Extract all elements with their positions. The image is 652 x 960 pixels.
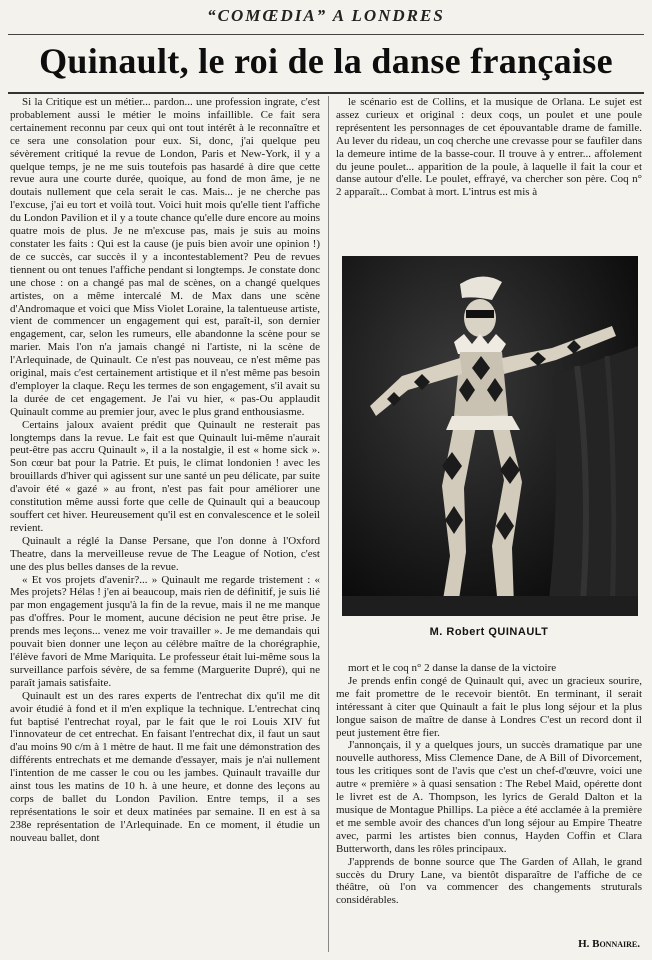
- paragraph: Quinault a réglé la Danse Persane, que l'on donne à l'Oxford Theatre, dans la merveilleuse revue de The League of Notion, c'est une des plus belles danses de la revue.: [10, 534, 320, 573]
- left-column: [10, 96, 320, 956]
- paragraph: J'apprends de bonne source que The Garden of Allah, le grand succès du Drury Lane, va bientôt disparaître de l'affiche de ce théâtre, où l'on va commencer des changements struturals considérables.: [336, 855, 642, 907]
- right-column-top: [336, 96, 642, 246]
- headline: Quinault, le roi de la danse française: [39, 41, 613, 81]
- harlequin-dancer-image: [342, 256, 638, 616]
- dancer-photo: [342, 256, 638, 616]
- paragraph: Si la Critique est un métier... pardon... une profession ingrate, c'est probablement aussi le métier le moins infaillible. Ce fait sera certainement reconnu par ceux qui ont tout intérêt à le reconnaître et ce sera une consolation pour eux. Si, donc, j'ai quelque peu sévèrement critiqué la revue de London, Paris et New-York, il y a quelque temps, je ne me suis toutefois pas hasardé à dire que cette revue aura une courte durée, quoique, au fond de mon âme, je ne doutais nullement que cela serait le cas. Mais... je ne cherche pas l'excuse, j'ai eu tort et voilà tout. Voici huit mois qu'elle tient l'affiche du London Pavilion et il y a toute chance qu'elle dure encore au moins quatre mois de plus. Je ne m'excuse pas, mais je suis au moins constater les faits : Qui est la cause (je puis bien avoir une opinion !) de ce succès, car succès il y a incontestablement? Peu de revues tiennent ou ont tenues l'affiche pendant si longtemps. Je constate donc une chose : on a changé pas mal de scènes, on a changé quelques artistes, on a même intercalé M. de Max dans une scène d'Andromaque et voici que Miss Violet Loraine, la talentueuse artiste, vient de commencer un engagement qui est, paraît-il, son dernier engagement, car, selon les rumeurs, elle abandonne la scène pour se marier. Mais l'on n'a jamais changé ni l'artiste, ni la scène de l'Arlequinade, de Quinault. Ce n'est pas nouveau, ce n'est même pas original, mais c'est certainement artistique et il n'est même pas besoin d'employer la claque. Reçu les termes de son engagement, s'il avait su la durée de cet engagement. Je l'ai vu hier, « pas-Ou applaudit Quinault comme au premier jour, avec le plus grand enthousiasme.: [10, 96, 320, 418]
- author-signature: H. Bonnaire.: [578, 938, 640, 950]
- paragraph: mort et le coq n° 2 danse la danse de la victoire: [348, 662, 557, 674]
- right-column-bottom: [336, 662, 642, 934]
- column-divider: [328, 96, 329, 952]
- paragraph: Je prends enfin congé de Quinault qui, avec un gracieux sourire, me fait promettre de le recevoir bientôt. En terminant, il serait intéressant à citer que Quinault a fait le plus long séjour et la plus longue saison de maître de danse à Londres C'est un record dont il peut justement être fier.: [336, 674, 642, 739]
- paragraph: Certains jaloux avaient prédit que Quinault ne resterait pas longtemps dans la revue. Le fait est que Quinault lui-même n'aurait peut-être pas accru Quinault », il a la nostalgie, il est « home sick ». Son cœur bat pour la Patrie. Et puis, le climat londonien ! avec les brouillards d'hiver qui agissent sur une santé un peu délicate, par suite d'avoir été « gazé » au front, n'est pas fait pour améliorer une constitution même aussi forte que celle de Quinault qui a beaucoup souffert cet hiver. Heureusement qu'il est en convalescence et le soleil revient.: [10, 418, 320, 534]
- top-rule: [8, 34, 644, 35]
- photo-caption: M. Robert QUINAULT: [429, 626, 549, 638]
- paragraph: le scénario est de Collins, et la musique de Orlana. Le sujet est assez curieux et original : deux coqs, un poulet et une poule représentent les personnages de cet épouvantable drame de famille. Au lever du rideau, un coq cherche une crevasse pour se faufiler dans la demeure intime de la basse-cour. Il trouve à y entrer... affolement du jeune poulet... apparition de la poule, à laquelle il fait la cour et danse autour d'elle. Le poulet, effrayé, va chercher son père. Coq n° 2 apparaît... Combat à mort. L'intrus est mis à: [336, 96, 642, 199]
- paragraph: J'annonçais, il y a quelques jours, un succès dramatique par une nouvelle authoress, Miss Clemence Dane, de A Bill of Divorcement, tous les critiques sont de l'avis que c'est un chef-d'œuvre, voici une autre « première » à quasi sensation : The Rebel Maid, opérette dont le livret est de A. Thompson, les lyrics de Gerald Dalton et la musique de Montague Phillips. La pièce a été acclamée à la première et me semble avoir des chances d'un long séjour au Empire Theatre avec, parmi les artistes bien connus, Hayden Coffin et Clara Butterworth, dans les rôles principaux.: [336, 739, 642, 855]
- paragraph: Quinault est un des rares experts de l'entrechat dix qu'il me dit avoir étudié à fond et il m'en explique la technique. L'entrechat cinq fut baptisé l'entrechat royal, par le fait que le roi Louis XIV fut l'innovateur de cet entrechat. En faisant l'entrechat dix, il faut un saut d'au moins 90 c/m à 1 mètre de haut. Il me fait une démonstration des différents entrechats et me demande d'essayer, mais je n'ai nullement l'intention de me casser le cou ou les jambes. Quinault travaille dur ainst tous les matins de 10 h. à une heure, et donne des leçons au corps de ballet du London Pavilion. Entre temps, il a ses représentations le soir et deux matinées par semaine. Il en est à sa 238e représentation de l'Arlequinade. En ce moment, il étudie un nouveau ballet, dont: [10, 689, 320, 844]
- section-kicker: “COMŒDIA” A LONDRES: [207, 6, 445, 25]
- headline-rule: [8, 92, 644, 94]
- paragraph: « Et vos projets d'avenir?... » Quinault me regarde tristement : « Mes projets? Hélas ! j'en ai beaucoup, mais rien de définitif, je suis lié par mon engagement jusqu'à la fin de la revue, mais il ne me manque pas d'offres. Pour le moment, aucune décision ne peut être prise. Je prends mes leçons... venez me voir travailler ». Je me demandais qui pouvait bien donner une leçon au célèbre maître de la chorégraphie, l'élève favori de Mme Mariquita. Le professeur était lui-même sous la surveillance parfois sévère, de sa femme (Marguerite Dupré), qui ne paraît jamais satisfaite.: [10, 573, 320, 689]
